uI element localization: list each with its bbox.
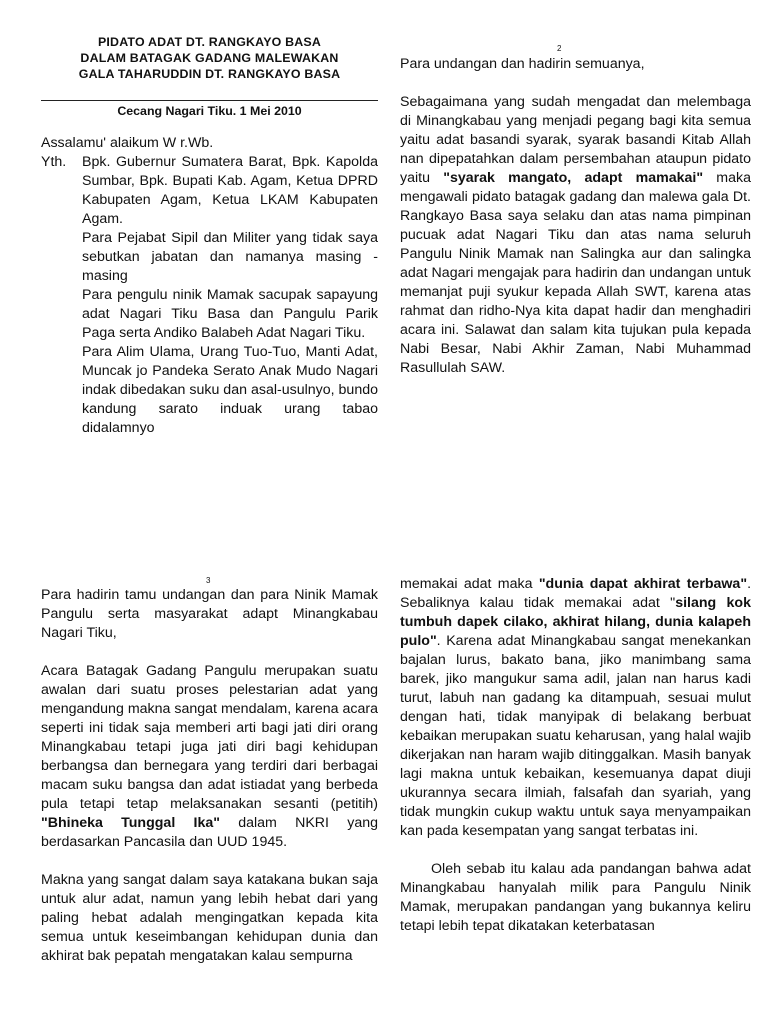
addressee-list xyxy=(41,153,378,438)
opening-paragraph: Sebagaimana yang sudah mengadat dan melembaga di Minangkabau yang menjadi pegang bagi kita semua yaitu adat basandi syarak, syarak basandi Kitab Allah nan dipepatahkan dalam persembahan ataupun pidato yaitu "syarak mangato, adapt mamakai" maka mengawali pidato batagak gadang dan malewa gala Dt. Rangkayo Basa saya selaku dan atas nama pimpinan pucuak adat Nagari Tiku dan atas nama seluruh Pangulu Ninik Mamak nan Salingka aur dan salingka adat Nagari mengajak para hadirin dan undangan untuk memanjat puji syukur kepada Allah SWT, karena atas rahmat dan ridho-Nya kita dapat hadir dan menghadiri acara ini. Salawat dan salam kita tujukan pula kepada Nabi Besar, Nabi Akhir Zaman, Nabi Muhammad Rasullulah SAW. xyxy=(400,94,751,376)
bold-phrase: silang kok tumbuh dapek cilako, akhirat hilang, dunia kalapeh pulo" xyxy=(400,595,751,649)
addressee-item: Para pengulu ninik Mamak sacupak sapayung adat Nagari Tiku Basa dan Pangulu Parik Paga serta Andiko Balabeh Adat Nagari Tiku. xyxy=(82,287,378,341)
body-paragraph: Oleh sebab itu kalau ada pandangan bahwa adat Minangkabau hanyalah milik para Pangulu Ninik Mamak, merupakan pandangan yang bukannya keliru tetapi lebih tepat dikatakan keterbatasan xyxy=(400,861,751,934)
title-line: PIDATO ADAT DT. RANGKAYO BASA xyxy=(97,35,322,49)
speech-title xyxy=(41,34,378,82)
salam-text: Assalamu' alaikum W r.Wb. xyxy=(41,135,214,151)
title-line: DALAM BATAGAK GADANG MALEWAKAN xyxy=(80,51,339,65)
dateline: Cecang Nagari Tiku. 1 Mei 2010 xyxy=(117,104,302,118)
greeting-text: Para undangan dan hadirin semuanya, xyxy=(400,56,645,72)
page2-text xyxy=(400,55,751,455)
bold-phrase: "dunia dapat akhirat terbawa" xyxy=(538,576,748,592)
page4-text xyxy=(400,575,751,1024)
title-divider xyxy=(41,100,378,101)
greeting-text: Para hadirin tamu undangan dan para Ninik Mamak Pangulu serta masyarakat adapt Minangkabau Nagari Tiku, xyxy=(41,587,378,641)
body-paragraph: Acara Batagak Gadang Pangulu merupakan suatu awalan dari suatu proses pelestarian adat yang mengandung makna sangat mendalam, karena acara seperti ini tidak saja memberi arti bagi jati diri orang Minangkabau tetapi juga jati diri bagi kehidupan berbangsa dan bernegara yang terdiri dari berbagai macam suku bangsa dan adat istiadat yang berbeda pula tetapi tetap melaksanakan sesanti (petitih) "Bhineka Tunggal Ika" dalam NKRI yang berdasarkan Pancasila dan UUD 1945. xyxy=(41,663,378,850)
page-number: 3 xyxy=(206,576,211,585)
page-number: 2 xyxy=(557,44,562,53)
addressee-item: Para Pejabat Sipil dan Militer yang tidak saya sebutkan jabatan dan namanya masing -masing xyxy=(82,230,378,284)
salutation-block xyxy=(41,134,378,464)
bold-phrase: "syarak mangato, adapt mamakai" xyxy=(443,170,704,186)
addressee-item: Para Alim Ulama, Urang Tuo-Tuo, Manti Adat, Muncak jo Pandeka Serato Anak Mudo Nagari indak dibedakan suku dan asal-usulnyo, bundo kandung sarato induak urang tabao didalamnyo xyxy=(82,344,378,436)
bold-phrase: "Bhineka Tunggal Ika" xyxy=(41,815,220,831)
title-line: GALA TAHARUDDIN DT. RANGKAYO BASA xyxy=(78,67,341,81)
body-paragraph: memakai adat maka "dunia dapat akhirat terbawa". Sebaliknya kalau tidak memakai adat "silang kok tumbuh dapek cilako, akhirat hilang, dunia kalapeh pulo". Karena adat Minangkabau sangat menekankan bajalan lurus, bakato bana, jiko manimbang sama barek, jiko mangukur sama adil, jalan nan harus kadi turut, labuh nan gadang ka ditampuah, sesuai mulut dengan hati, tidak manyipak di belakang berbuat kebaikan merupakan suatu keharusan, yang halal wajib dikerjakan nan haram wajib ditinggalkan. Masih banyak lagi makna untuk kebaikan, kesemuanya dapat diuji ukurannya secara ilmiah, falsafah dan syariah, yang tidak mungkin cukup waktu untuk saya menyampaikan kan pada kesempatan yang sangat terbatas ini. xyxy=(400,576,751,839)
page3-text xyxy=(41,586,378,1024)
yth-label: Yth. xyxy=(41,154,67,170)
body-paragraph: Makna yang sangat dalam saya katakana bukan saja untuk alur adat, namun yang lebih hebat dari yang paling hebat adalah mengingatkan kepada kita semua untuk keseimbangan kehidupan dunia dan akhirat bak pepatah mengatakan kalau sempurna xyxy=(41,872,378,964)
addressee-item: Bpk. Gubernur Sumatera Barat, Bpk. Kapolda Sumbar, Bpk. Bupati Kab. Agam, Ketua DPRD Kabupaten Agam, Ketua LKAM Kabupaten Agam. xyxy=(82,154,378,227)
